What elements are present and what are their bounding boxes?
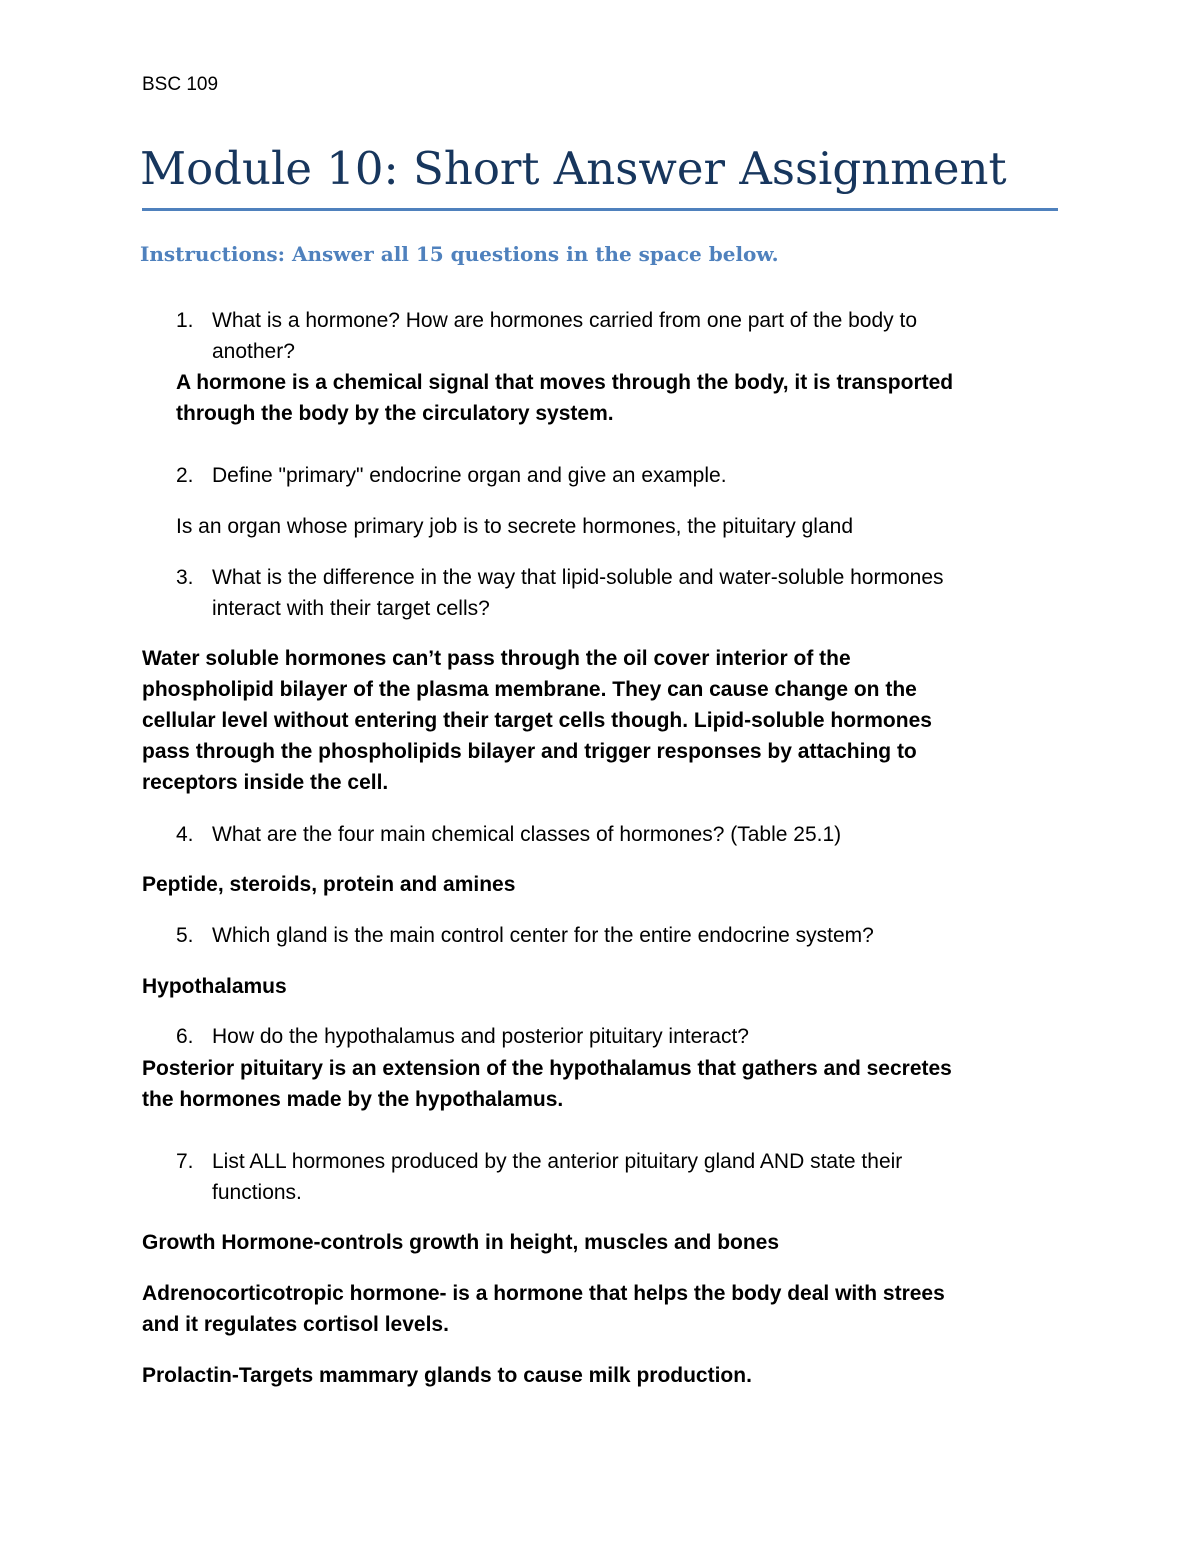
- question-text-line: Which gland is the main control center for the entire endocrine system?: [212, 924, 874, 947]
- question-text-line: List ALL hormones produced by the anterior pituitary gland AND state their: [212, 1150, 903, 1173]
- answer-7-line-4: Prolactin-Targets mammary glands to cause milk production.: [142, 1364, 752, 1387]
- question-text-line: another?: [212, 340, 295, 363]
- question-number: 1.: [176, 309, 194, 332]
- question-number: 4.: [176, 823, 194, 846]
- question-text-line: Define "primary" endocrine organ and give an example.: [212, 464, 727, 487]
- instructions-text: Instructions: Answer all 15 questions in the space below.: [140, 242, 779, 266]
- answer-7-line-1: Growth Hormone-controls growth in height, muscles and bones: [142, 1231, 780, 1254]
- question-text-line: How do the hypothalamus and posterior pituitary interact?: [212, 1025, 749, 1048]
- question-text-line: functions.: [212, 1181, 302, 1204]
- answer-6-line-1: Posterior pituitary is an extension of the hypothalamus that gathers and secretes: [142, 1057, 952, 1080]
- answer-7-line-3: and it regulates cortisol levels.: [142, 1313, 449, 1336]
- answer-3-line-1: Water soluble hormones can’t pass through the oil cover interior of the: [142, 647, 851, 670]
- answer-1-line-2: through the body by the circulatory system.: [176, 402, 614, 425]
- answer-3-line-3: cellular level without entering their target cells though. Lipid-soluble hormones: [142, 709, 932, 732]
- answer-6-line-2: the hormones made by the hypothalamus.: [142, 1088, 564, 1111]
- title-underline: [142, 208, 1058, 211]
- answer-3-line-2: phospholipid bilayer of the plasma membrane. They can cause change on the: [142, 678, 917, 701]
- answer-4-line-1: Peptide, steroids, protein and amines: [142, 873, 516, 896]
- answer-3-line-4: pass through the phospholipids bilayer and trigger responses by attaching to: [142, 740, 917, 763]
- answer-3-line-5: receptors inside the cell.: [142, 771, 389, 794]
- question-number: 7.: [176, 1150, 194, 1173]
- course-header: BSC 109: [142, 74, 219, 95]
- question-text-line: interact with their target cells?: [212, 597, 490, 620]
- page-title: Module 10: Short Answer Assignment: [140, 142, 1007, 195]
- answer-2-line-1: Is an organ whose primary job is to secrete hormones, the pituitary gland: [176, 515, 854, 538]
- question-number: 2.: [176, 464, 194, 487]
- question-text-line: What is the difference in the way that lipid-soluble and water-soluble hormones: [212, 566, 944, 589]
- question-number: 5.: [176, 924, 194, 947]
- question-number: 6.: [176, 1025, 194, 1048]
- question-number: 3.: [176, 566, 194, 589]
- answer-7-line-2: Adrenocorticotropic hormone- is a hormone that helps the body deal with strees: [142, 1282, 945, 1305]
- question-text-line: What are the four main chemical classes of hormones? (Table 25.1): [212, 823, 842, 846]
- answer-1-line-1: A hormone is a chemical signal that moves through the body, it is transported: [176, 371, 954, 394]
- question-text-line: What is a hormone? How are hormones carried from one part of the body to: [212, 309, 918, 332]
- answer-5-line-1: Hypothalamus: [142, 975, 287, 998]
